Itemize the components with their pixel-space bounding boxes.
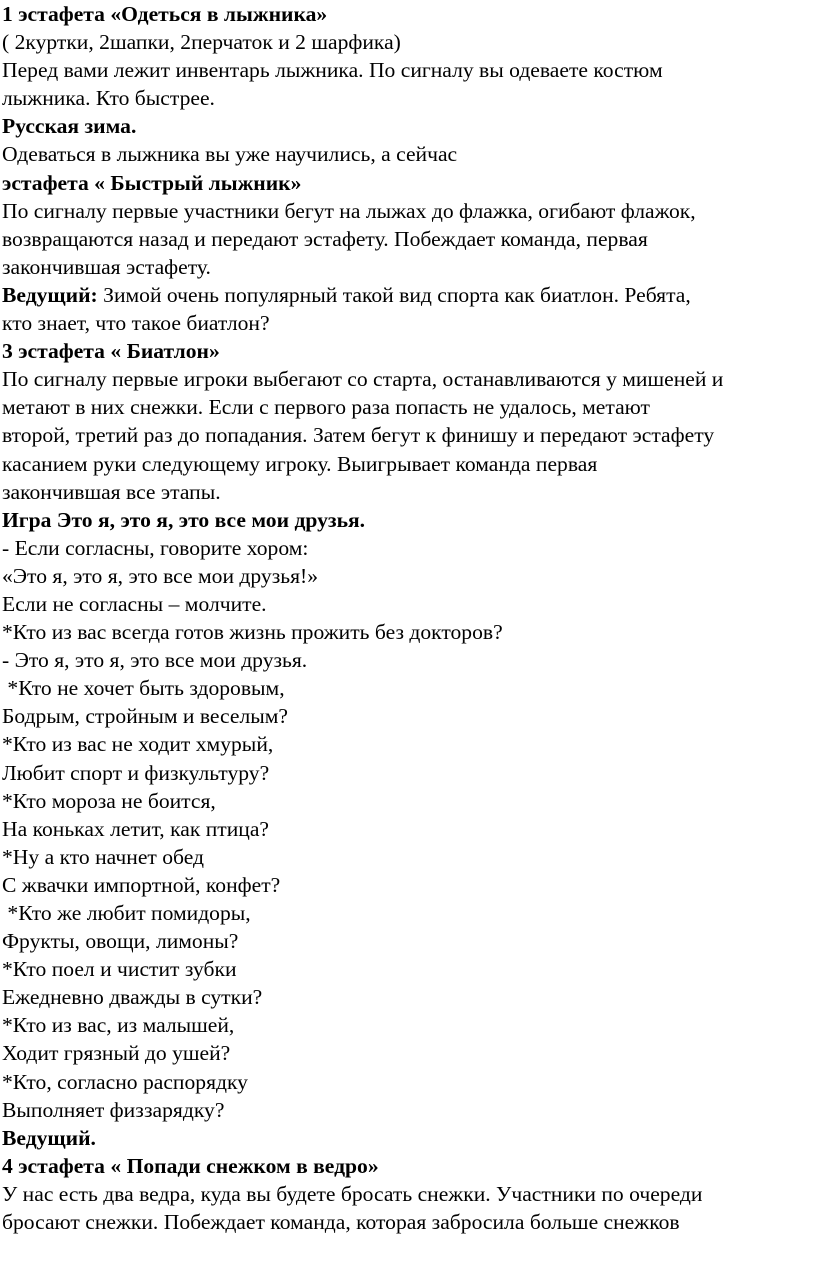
bold-run: 4 эстафета « Попади снежком в ведро» <box>2 1153 379 1178</box>
text-run: - Если согласны, говорите хором: <box>2 535 309 560</box>
text-line <box>2 927 814 955</box>
text-run: *Кто мороза не боится, <box>2 788 216 813</box>
text-run: *Кто из вас не ходит хмурый, <box>2 732 274 757</box>
text-line <box>2 534 814 562</box>
text-run: ( 2куртки, 2шапки, 2перчаток и 2 шарфика) <box>2 30 401 55</box>
text-line <box>2 1096 814 1124</box>
text-run: По сигналу первые игроки выбегают со старта, останавливаются у мишеней и <box>2 367 724 392</box>
text-line <box>2 253 814 281</box>
text-line <box>2 421 814 449</box>
text-line <box>2 871 814 899</box>
bold-run: Ведущий: <box>2 282 98 307</box>
text-run: возвращаются назад и передают эстафету. Побеждает команда, первая <box>2 226 648 251</box>
text-line <box>2 1011 814 1039</box>
text-line <box>2 450 814 478</box>
text-run: Если не согласны – молчите. <box>2 591 267 616</box>
text-line <box>2 955 814 983</box>
text-run: *Кто не хочет быть здоровым, <box>2 676 285 701</box>
text-line <box>2 281 814 309</box>
text-run: бросают снежки. Побеждает команда, которая забросила больше снежков <box>2 1210 680 1235</box>
text-line <box>2 1039 814 1067</box>
text-line <box>2 1152 814 1180</box>
text-line <box>2 702 814 730</box>
text-run: Перед вами лежит инвентарь лыжника. По сигналу вы одеваете костюм <box>2 58 663 83</box>
text-run: закончившая эстафету. <box>2 254 211 279</box>
text-line <box>2 140 814 168</box>
text-run: Ежедневно дважды в сутки? <box>2 985 263 1010</box>
text-line <box>2 28 814 56</box>
text-line <box>2 1208 814 1236</box>
text-line <box>2 365 814 393</box>
text-run: лыжника. Кто быстрее. <box>2 86 215 111</box>
text-line <box>2 983 814 1011</box>
text-run: *Кто поел и чистит зубки <box>2 957 237 982</box>
text-run: «Это я, это я, это все мои друзья!» <box>2 563 318 588</box>
bold-run: 3 эстафета « Биатлон» <box>2 339 220 364</box>
text-line <box>2 1068 814 1096</box>
text-line <box>2 197 814 225</box>
text-run: *Кто из вас, из малышей, <box>2 1013 235 1038</box>
text-line <box>2 674 814 702</box>
text-run: второй, третий раз до попадания. Затем бегут к финишу и передают эстафету <box>2 423 715 448</box>
text-run: - Это я, это я, это все мои друзья. <box>2 648 308 673</box>
text-line <box>2 730 814 758</box>
text-line <box>2 787 814 815</box>
text-line <box>2 169 814 197</box>
text-run: *Кто из вас всегда готов жизнь прожить без докторов? <box>2 620 503 645</box>
text-run: Одеваться в лыжника вы уже научились, а сейчас <box>2 142 458 167</box>
text-run: Выполняет физзарядку? <box>2 1097 225 1122</box>
text-line <box>2 112 814 140</box>
text-line <box>2 1124 814 1152</box>
text-run: *Ну а кто начнет обед <box>2 844 205 869</box>
text-run: метают в них снежки. Если с первого раза попасть не удалось, метают <box>2 395 650 420</box>
text-run: Любит спорт и физкультуру? <box>2 760 270 785</box>
text-line <box>2 843 814 871</box>
text-line <box>2 759 814 787</box>
text-line <box>2 309 814 337</box>
text-run: закончившая все этапы. <box>2 479 221 504</box>
text-run: По сигналу первые участники бегут на лыжах до флажка, огибают флажок, <box>2 198 696 223</box>
bold-run: эстафета « Быстрый лыжник» <box>2 170 302 195</box>
text-run: С жвачки импортной, конфет? <box>2 872 281 897</box>
text-line <box>2 815 814 843</box>
text-line <box>2 899 814 927</box>
text-run: Бодрым, стройным и веселым? <box>2 704 289 729</box>
text-line <box>2 590 814 618</box>
text-line <box>2 562 814 590</box>
text-run: Ходит грязный до ушей? <box>2 1041 231 1066</box>
text-run: На коньках летит, как птица? <box>2 816 269 841</box>
text-run: Зимой очень популярный такой вид спорта как биатлон. Ребята, <box>97 282 691 307</box>
text-line <box>2 225 814 253</box>
text-run: *Кто, согласно распорядку <box>2 1069 248 1094</box>
text-run: касанием руки следующему игроку. Выигрывает команда первая <box>2 451 598 476</box>
bold-run: Ведущий. <box>2 1125 96 1150</box>
text-run: Фрукты, овощи, лимоны? <box>2 929 239 954</box>
text-line <box>2 478 814 506</box>
text-line <box>2 393 814 421</box>
text-line <box>2 84 814 112</box>
text-run: У нас есть два ведра, куда вы будете бросать снежки. Участники по очереди <box>2 1181 703 1206</box>
text-line <box>2 1180 814 1208</box>
text-run: кто знает, что такое биатлон? <box>2 311 270 336</box>
bold-run: 1 эстафета «Одеться в лыжника» <box>2 2 328 26</box>
bold-run: Русская зима. <box>2 114 137 139</box>
text-run: *Кто же любит помидоры, <box>2 901 251 925</box>
text-line <box>2 0 814 28</box>
text-line <box>2 337 814 365</box>
bold-run: Игра Это я, это я, это все мои друзья. <box>2 507 366 532</box>
text-line <box>2 646 814 674</box>
text-line <box>2 56 814 84</box>
text-line <box>2 618 814 646</box>
text-line <box>2 506 814 534</box>
